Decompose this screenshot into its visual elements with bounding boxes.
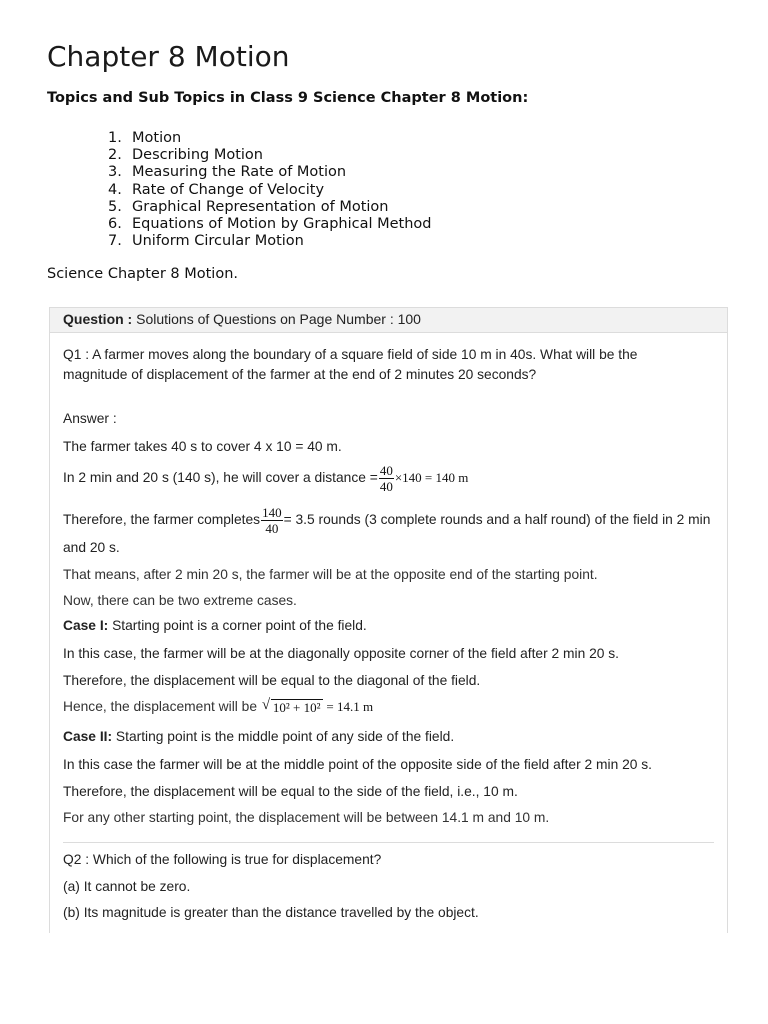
list-item[interactable] <box>108 199 432 216</box>
list-number: 1. <box>108 130 122 146</box>
equation-result: ×140 = 140 m <box>394 470 469 486</box>
topic-label: Equations of Motion by Graphical Method <box>132 216 432 233</box>
denominator: 40 <box>379 479 393 494</box>
topic-label: Measuring the Rate of Motion <box>132 164 347 181</box>
q2-label: Q2 : <box>63 852 90 867</box>
question-header <box>50 308 727 333</box>
topic-label: Rate of Change of Velocity <box>132 181 325 198</box>
topics-list <box>108 130 432 250</box>
list-number: 6. <box>108 216 122 233</box>
case-1-line-1: In this case, the farmer will be at the diagonally opposite corner of the field after 2 min 20 s. <box>63 646 620 661</box>
case-2-heading <box>63 729 454 744</box>
answer-line-5: That means, after 2 min 20 s, the farmer will be at the opposite end of the starting point. <box>63 567 598 582</box>
answer-line-3-text: Therefore, the farmer completes <box>63 512 261 528</box>
question-text: Solutions of Questions on Page Number : <box>136 311 394 327</box>
q2-text: Which of the following is true for displacement? <box>92 852 382 867</box>
numerator: 40 <box>379 463 393 478</box>
case-2-line-3: For any other starting point, the displacement will be between 14.1 m and 10 m. <box>63 810 550 825</box>
answer-line-1: The farmer takes 40 s to cover 4 x 10 = 40 m. <box>63 439 342 454</box>
topic-label: Graphical Representation of Motion <box>132 198 389 215</box>
case-2-line-2: Therefore, the displacement will be equal to the side of the field, i.e., 10 m. <box>63 784 518 799</box>
denominator: 40 <box>265 521 279 536</box>
list-item[interactable] <box>108 164 432 181</box>
list-number: 3. <box>108 164 122 181</box>
fraction <box>261 505 283 536</box>
list-number: 2. <box>108 147 122 164</box>
square-root: √ 10² + 10² <box>271 699 323 716</box>
divider <box>63 842 714 843</box>
topic-label: Describing Motion <box>132 147 263 164</box>
answer-label: Answer : <box>63 411 117 426</box>
list-number: 5. <box>108 198 122 215</box>
list-number: 7. <box>108 233 122 250</box>
case-2-line-1: In this case the farmer will be at the middle point of the opposite side of the field after 2 min 20 s. <box>63 757 652 772</box>
list-item[interactable] <box>108 216 432 233</box>
answer-line-3 <box>63 505 710 536</box>
q1-label: Q1 : <box>63 347 90 362</box>
page-number: 100 <box>397 311 421 327</box>
list-item[interactable] <box>108 182 432 199</box>
case-1-label: Case I: <box>63 618 109 633</box>
intro-text: Science Chapter 8 Motion. <box>47 266 238 282</box>
list-item[interactable] <box>108 233 432 250</box>
case-2-text: Starting point is the middle point of any side of the field. <box>115 729 455 744</box>
answer-line-2-text: In 2 min and 20 s (140 s), he will cover a distance = <box>63 470 378 486</box>
topic-label: Uniform Circular Motion <box>132 233 304 250</box>
answer-line-6: Now, there can be two extreme cases. <box>63 593 297 608</box>
list-number: 4. <box>108 181 122 198</box>
list-item[interactable] <box>108 130 432 147</box>
answer-line-4: and 20 s. <box>63 540 120 555</box>
solutions-panel <box>49 307 728 933</box>
case-1-line-2: Therefore, the displacement will be equal to the diagonal of the field. <box>63 673 481 688</box>
case-1-heading <box>63 618 367 633</box>
case-2-label: Case II: <box>63 729 113 744</box>
q2-option-a: (a) It cannot be zero. <box>63 879 191 894</box>
question-label: Question : <box>63 311 133 327</box>
case-1-line-3 <box>63 699 373 716</box>
answer-line-3-rest: = 3.5 rounds (3 complete rounds and a half round) of the field in 2 min <box>283 512 711 528</box>
topic-label: Motion <box>132 130 182 146</box>
answer-line-2 <box>63 463 468 494</box>
q1-text: A farmer moves along the boundary of a square field of side 10 m in 40s. What will be the <box>92 347 638 362</box>
case-1-line-3-text: Hence, the displacement will be <box>63 699 258 715</box>
equation-result: = 14.1 m <box>326 699 374 715</box>
topics-heading: Topics and Sub Topics in Class 9 Science Chapter 8 Motion: <box>47 90 529 106</box>
q2-option-b: (b) Its magnitude is greater than the distance travelled by the object. <box>63 905 479 920</box>
numerator: 140 <box>262 505 282 520</box>
q1-line-2: magnitude of displacement of the farmer at the end of 2 minutes 20 seconds? <box>63 367 537 382</box>
list-item[interactable] <box>108 147 432 164</box>
fraction <box>379 463 394 494</box>
page-title: Chapter 8 Motion <box>47 40 290 73</box>
case-1-text: Starting point is a corner point of the field. <box>112 618 367 633</box>
q1-line-1 <box>63 347 637 362</box>
q2-heading <box>63 852 381 867</box>
